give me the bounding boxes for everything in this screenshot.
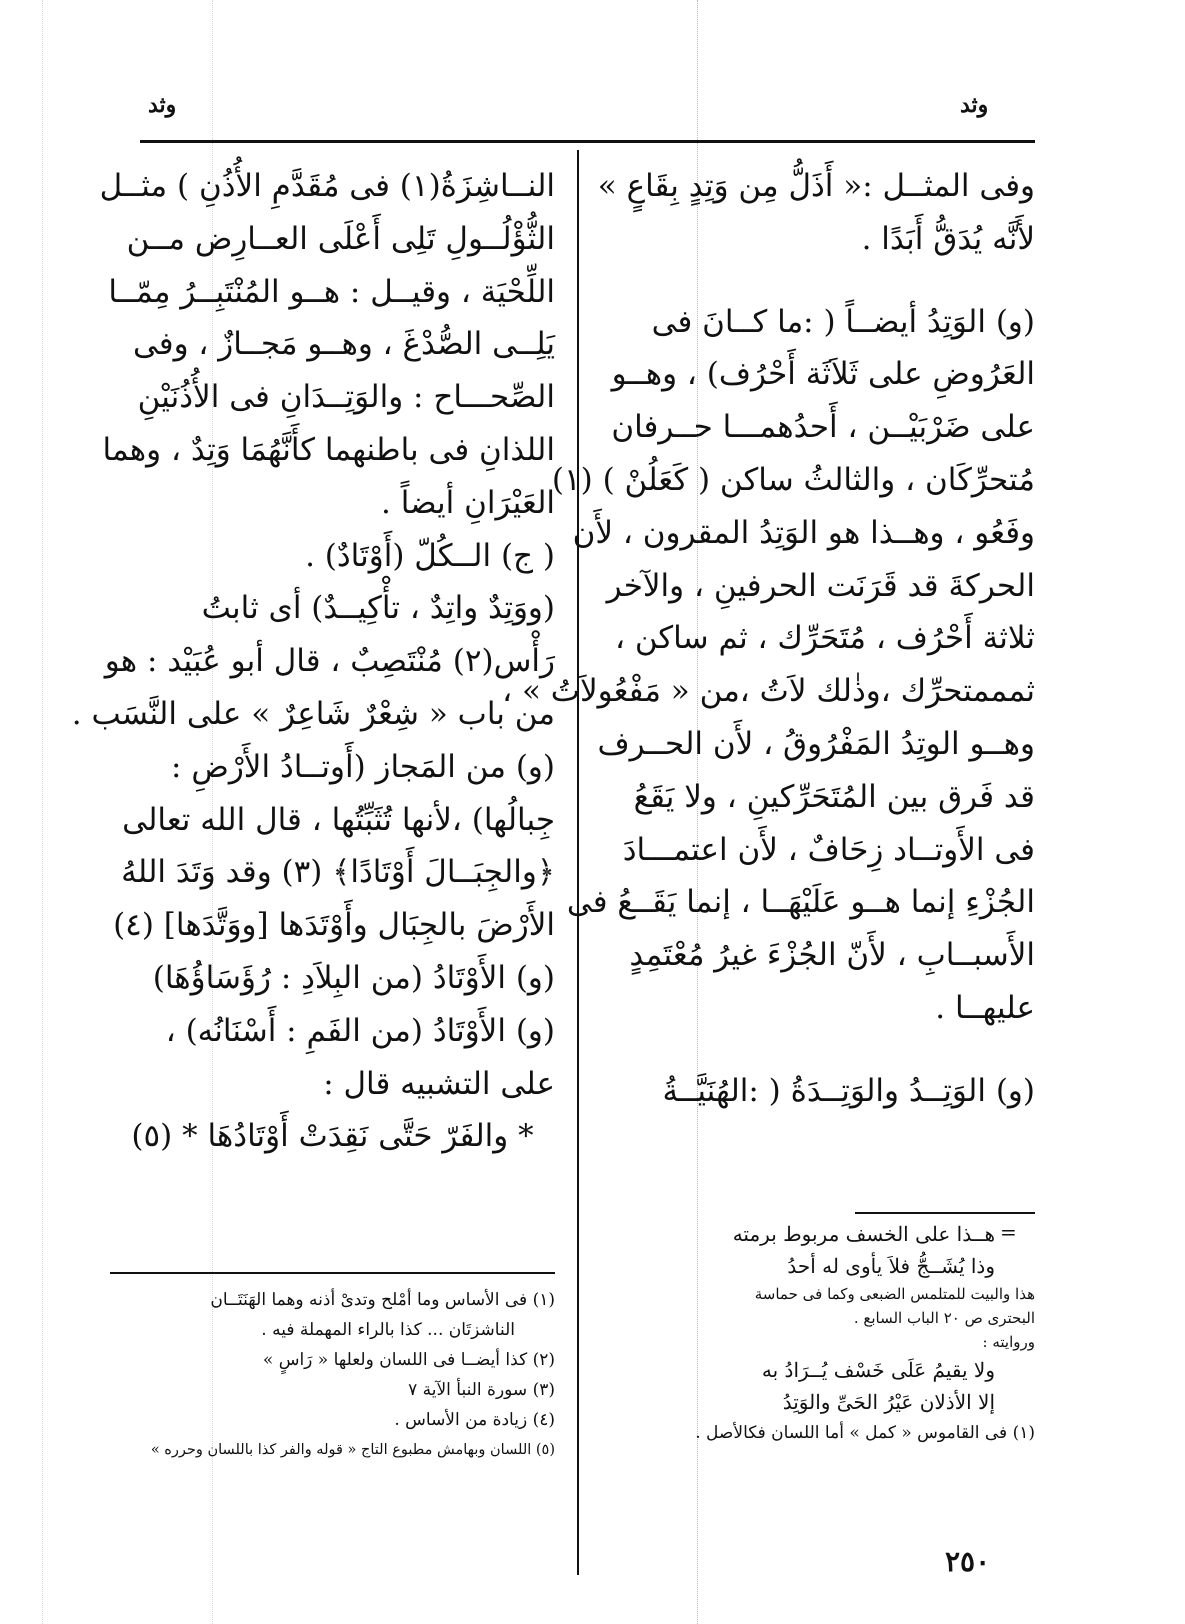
footnote: (٣) سورة النبأ الآية ٧ <box>408 1380 555 1400</box>
text-line: وفى المثــل :« أَذَلُّ مِن وَتِدٍ بِقَاعٍ » <box>597 168 1035 204</box>
paragraph-gap <box>605 266 1035 296</box>
text-line: وهــو الوتِدُ المَفْرُوقُ ، لأَن الحــرف <box>597 725 1035 762</box>
footnote-verse: هــذا على الخسف مربوط برمته <box>732 1222 995 1246</box>
text-line: من باب « شِعْرٌ شَاعِرٌ » على النَّسَب . <box>71 695 555 732</box>
text-line: اللذانِ فى باطنهما كأَنَّهُمَا وَتِدٌ ، وهما <box>102 431 555 468</box>
left-column <box>71 160 555 1163</box>
text-line: (و) الوَتِدُ أيضــاً ( :ما كــانَ فى <box>651 303 1035 340</box>
text-line: لأَنَّه يُدَقُّ أَبَدًا . <box>861 220 1035 257</box>
header-rule <box>140 140 1035 143</box>
text-line: الحركةَ قد قَرَنَت الحرفينِ ، والآخر <box>606 567 1035 604</box>
text-line: وفَعُو ، وهــذا هو الوَتِدُ المقرون ، لأَن <box>572 514 1035 551</box>
footnote-note: هذا والبيت للمتلمس الضبعى وكما فى حماسة <box>754 1285 1035 1303</box>
text-line: العَيْرَانِ أيضاً . <box>381 484 555 521</box>
text-line: فى الأَوتــاد زِحَافٌ ، لأَن اعتمـــادَ <box>622 831 1035 868</box>
footnote-verse: إلا الأذلان عَيْرُ الحَىِّ والوَتِدُ <box>782 1390 995 1414</box>
text-line: (و) الوَتِــدُ والوَتِــدَةُ ( :الهُنَيَّــةُ <box>662 1072 1035 1109</box>
footnotes-left <box>110 1285 555 1465</box>
footnotes-right <box>605 1218 1035 1448</box>
footnote-rule-left <box>110 1272 555 1274</box>
right-column <box>502 160 1035 1118</box>
footnote: (١) فى القاموس « كمل » أما اللسان فكالأصل . <box>695 1423 1035 1443</box>
scan-artifact-line <box>42 0 43 1624</box>
text-line: يَلِــى الصُّدْغَ ، وهــو مَجــازٌ ، وفى <box>132 326 555 363</box>
text-line: الجُزْءِ إنما هــو عَلَيْهَــا ، إنما يَقَــعُ فى <box>566 884 1035 921</box>
text-line: على ضَرْبَيْــن ، أَحدُهمـــا حــرفان <box>611 409 1035 446</box>
text-line: قد فَرق بين المُتَحَرِّكينِ ، ولا يَقَعُ <box>633 778 1035 815</box>
text-line: جِبالُها) ،لأنها تُثَبِّتُها ، قال الله تعالى <box>122 801 555 838</box>
footnote-continuation: الناشزتَان ... كذا بالراء المهملة فيه . <box>261 1320 515 1340</box>
text-line: على التشبيه قال : <box>323 1065 555 1102</box>
column-divider <box>577 150 579 1575</box>
text-line: اللِّحْيَة ، وقيــل : هــو المُنْتَبِــرُ مِمّــا <box>108 273 555 310</box>
footnote-verse: وذا يُشَــجُّ فلاَ يأوى له أحدُ <box>787 1254 995 1278</box>
text-line: (و) الأَوْتَادُ (من الفَمِ : أَسْنَانُه) ، <box>165 1012 555 1049</box>
text-line: الأَرْضَ بالجِبَال وأَوْتَدَها [ووَتَّدَها] (٤) <box>113 907 555 944</box>
text-line: العَرُوضِ على ثَلاَثَة أَحْرُف) ، وهــو <box>611 356 1035 393</box>
text-line: مُتحرِّكَان ، والثالثُ ساكن ( كَعَلُنْ ) (١) <box>551 461 1035 498</box>
footnote-note: وروايته : <box>982 1333 1035 1351</box>
text-line: ثلاثة أَحْرُف ، مُتَحَرِّك ، ثم ساكن ، <box>614 620 1035 657</box>
text-line: (و) الأَوْتَادُ (من البِلاَدِ : رُؤَسَاؤُهَا) <box>152 959 555 996</box>
verse-line: * والفَرّ حَتَّى نَقِدَتْ أَوْتَادُهَا * (٥) <box>131 1118 534 1155</box>
footnote: (٢) كذا أيضــا فى اللسان ولعلها « رَاسٍ » <box>262 1350 555 1370</box>
footnote: (٤) زيادة من الأساس . <box>394 1410 555 1430</box>
text-line: النــاشِزَةُ(١) فى مُقَدَّمِ الأُذُنِ ) مثــل <box>99 168 555 204</box>
footnote: (١) فى الأساس وما أمْلح وتدىْ أذنه وهما الهَنَتَــان <box>210 1290 555 1310</box>
paragraph-gap <box>605 1035 1035 1065</box>
text-line: رَأْس(٢) مُنْتَصِبٌ ، قال أبو عُبَيْد : هو <box>104 643 555 680</box>
header-word-right: وثد <box>960 92 989 118</box>
header-word-left: وثد <box>148 92 177 118</box>
text-line: (ووَتِدٌ واتِدٌ ، تأْكِيــدٌ) أى ثابتُ <box>201 590 555 627</box>
footnote-verse: ولا يقيمُ عَلَى خَسْف يُــرَادُ به <box>761 1358 995 1382</box>
text-line: عليهــا . <box>935 989 1035 1026</box>
text-line: (و) من المَجاز (أَوتــادُ الأَرْضِ : <box>171 748 555 785</box>
text-line: الصِّحـــاح : والوَتِــدَانِ فى الأُذُنَيْنِ <box>137 379 555 416</box>
text-line: الثُّؤْلُــولِ تَلِى أَعْلَى العــارِض مــن <box>126 220 555 257</box>
footnote: (٥) اللسان وبهامش مطبوع التاج « قوله والفر كذا باللسان وحرره » <box>150 1442 555 1458</box>
footnote-rule-right <box>855 1212 1035 1214</box>
page-number: ٢٥٠ <box>945 1545 991 1578</box>
footnote-note: البحترى ص ٢٠ الباب السابع . <box>853 1309 1035 1327</box>
text-line: ( ج) الــكُلّ (أَوْتَادٌ) . <box>305 537 555 574</box>
text-line: ثمممتحرِّك ،وذٰلك لاَتُ ،من « مَفْعُولاَتُ » ، <box>502 673 1035 710</box>
text-line: ﴿والجِبَــالَ أَوْتَادًا﴾ (٣) وقد وَتَدَ اللهُ <box>121 854 555 891</box>
continuation-mark: = <box>1000 1220 1017 1244</box>
text-line: الأَسبــابِ ، لأَنّ الجُزْءَ غيرُ مُعْتَمِدٍ <box>629 937 1035 974</box>
